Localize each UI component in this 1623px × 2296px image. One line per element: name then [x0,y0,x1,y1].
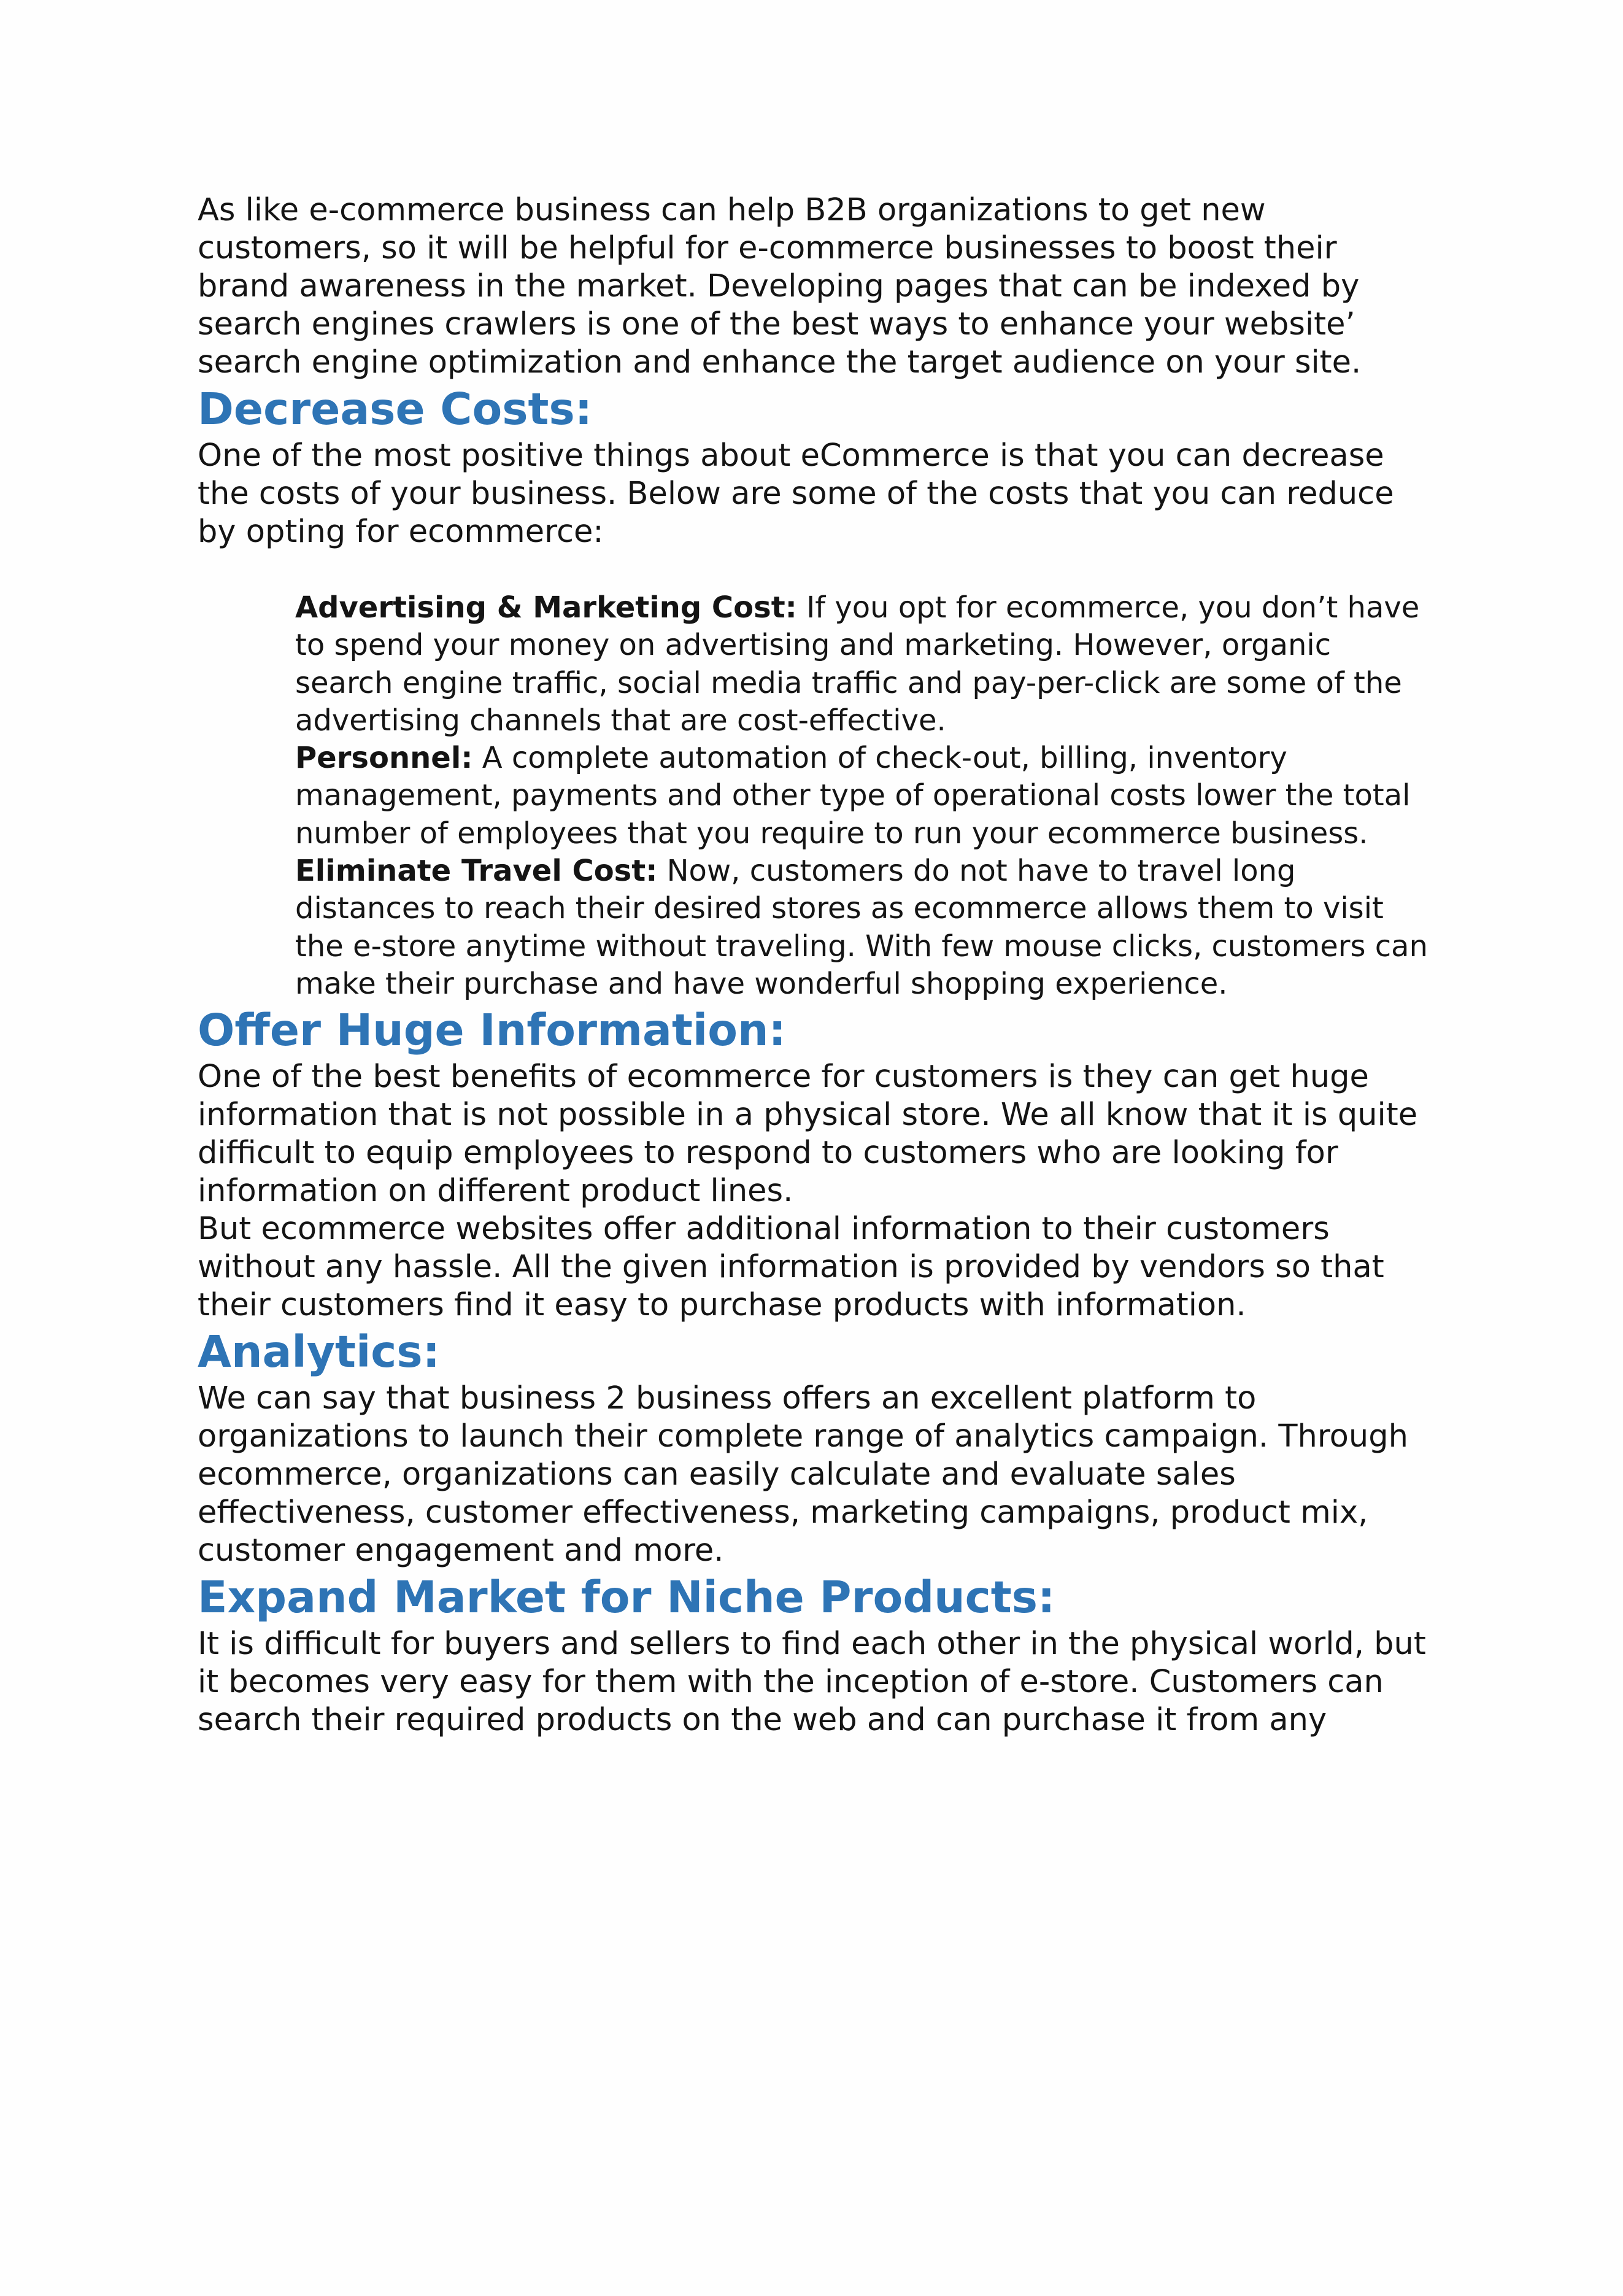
analytics-paragraph: We can say that business 2 business offers an excellent platform to organizations to launch their complete range of analytics campaign. Through ecommerce, organizations can easily calculate and evaluate sales effectiveness, customer effectiveness, marketing campaigns, product mix, customer engagement and more. [198,1380,1408,1569]
heading-analytics: Analytics: [198,1326,441,1378]
decrease-costs-paragraph: One of the most positive things about eCommerce is that you can decrease the costs of your business. Below are some of the costs that you can reduce by opting for ecommerce: [198,438,1394,550]
offer-information-paragraph-1: One of the best benefits of ecommerce for customers is they can get huge information that is not possible in a physical store. We all know that it is quite difficult to equip employees to respond to customers who are looking for information on different product lines. [198,1059,1418,1210]
document-page [198,191,1437,1739]
intro-paragraph: As like e-commerce business can help B2B organizations to get new customers, so it will be helpful for e-commerce businesses to boost their brand awareness in the market. Developing pages that can be indexed by search engines crawlers is one of the best ways to enhance your website’ search engine optimization and enhance the target audience on your site. [198,192,1362,381]
heading-offer-huge-information: Offer Huge Information: [198,1005,786,1056]
niche-products-paragraph: It is difficult for buyers and sellers to find each other in the physical world, but it becomes very easy for them with the inception of e-store. Customers can search their required products on the web and can purchase it from any [198,1626,1426,1739]
list-item [295,852,1437,1003]
list-item-text: A complete automation of check-out, billing, inventory management, payments and other type of operational costs lower the total number of employees that you require to run your ecommerce business. [295,741,1411,851]
heading-decrease-costs: Decrease Costs: [198,384,593,435]
heading-expand-market: Expand Market for Niche Products: [198,1572,1055,1623]
list-item-text: If you opt for ecommerce, you don’t have to spend your money on advertising and marketing. However, organic search engine traffic, social media traffic and pay-per-click are some of the advertising channels that are cost-effective. [295,590,1420,738]
list-item-term: Advertising & Marketing Cost: [295,590,797,625]
offer-information-paragraph-2: But ecommerce websites offer additional information to their customers without any hassle. All the given information is provided by vendors so that their customers find it easy to purchase products with information. [198,1211,1384,1324]
list-item [295,589,1437,740]
list-item-term: Personnel: [295,741,473,776]
list-item [295,740,1437,852]
list-item-text: Now, customers do not have to travel long distances to reach their desired stores as ecommerce allows them to visit the e-store anytime without traveling. With few mouse clicks, customers can make their purchase and have wonderful shopping experience. [295,854,1428,1001]
list-item-term: Eliminate Travel Cost: [295,854,658,889]
cost-list [198,589,1437,1003]
